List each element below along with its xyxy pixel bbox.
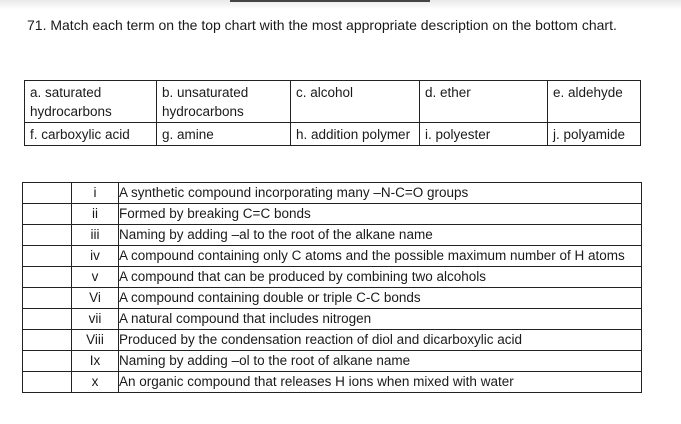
description-row — [23, 309, 642, 330]
description-text: A natural compound that includes nitrogen — [119, 309, 642, 330]
description-row — [23, 330, 642, 351]
description-text: Naming by adding –al to the root of the alkane name — [119, 225, 642, 246]
answer-cell — [23, 372, 72, 393]
description-row — [23, 183, 642, 204]
terms-row — [25, 81, 641, 123]
description-row — [23, 288, 642, 309]
term-cell: f. carboxylic acid — [25, 123, 157, 146]
row-number: vii — [72, 309, 119, 330]
terms-row — [25, 123, 641, 146]
term-cell: e. aldehyde — [548, 81, 641, 123]
answer-cell — [23, 246, 72, 267]
term-cell: c. alcohol — [291, 81, 420, 123]
row-number: iv — [72, 246, 119, 267]
description-text: A synthetic compound incorporating many –N-C=O groups — [119, 183, 642, 204]
terms-table — [24, 80, 641, 146]
answer-cell — [23, 225, 72, 246]
answer-cell — [23, 204, 72, 225]
answer-cell — [23, 330, 72, 351]
answer-cell — [23, 288, 72, 309]
row-number: Vi — [72, 288, 119, 309]
row-number: x — [72, 372, 119, 393]
description-text: Naming by adding –ol to the root of alkane name — [119, 351, 642, 372]
term-cell: i. polyester — [420, 123, 548, 146]
answer-cell — [23, 183, 72, 204]
answer-cell — [23, 309, 72, 330]
term-cell: g. amine — [157, 123, 291, 146]
term-cell: b. unsaturated hydrocarbons — [157, 81, 291, 123]
description-row — [23, 246, 642, 267]
description-text: An organic compound that releases H ions when mixed with water — [119, 372, 642, 393]
description-text: Formed by breaking C=C bonds — [119, 204, 642, 225]
row-number: Ix — [72, 351, 119, 372]
top-rule — [230, 0, 430, 2]
answer-cell — [23, 267, 72, 288]
row-number: iii — [72, 225, 119, 246]
term-cell: a. saturated hydrocarbons — [25, 81, 157, 123]
description-text: A compound that can be produced by combining two alcohols — [119, 267, 642, 288]
row-number: i — [72, 183, 119, 204]
description-row — [23, 267, 642, 288]
description-row — [23, 372, 642, 393]
description-row — [23, 204, 642, 225]
term-cell: h. addition polymer — [291, 123, 420, 146]
answer-cell — [23, 351, 72, 372]
row-number: ii — [72, 204, 119, 225]
description-text: Produced by the condensation reaction of diol and dicarboxylic acid — [119, 330, 642, 351]
term-cell: d. ether — [420, 81, 548, 123]
description-text: A compound containing double or triple C-C bonds — [119, 288, 642, 309]
question-text: 71. Match each term on the top chart with the most appropriate description on the bottom chart. — [27, 17, 617, 33]
description-row — [23, 351, 642, 372]
row-number: Viii — [72, 330, 119, 351]
descriptions-table — [22, 182, 642, 393]
description-text: A compound containing only C atoms and the possible maximum number of H atoms — [119, 246, 642, 267]
row-number: v — [72, 267, 119, 288]
term-cell: j. polyamide — [548, 123, 641, 146]
description-row — [23, 225, 642, 246]
